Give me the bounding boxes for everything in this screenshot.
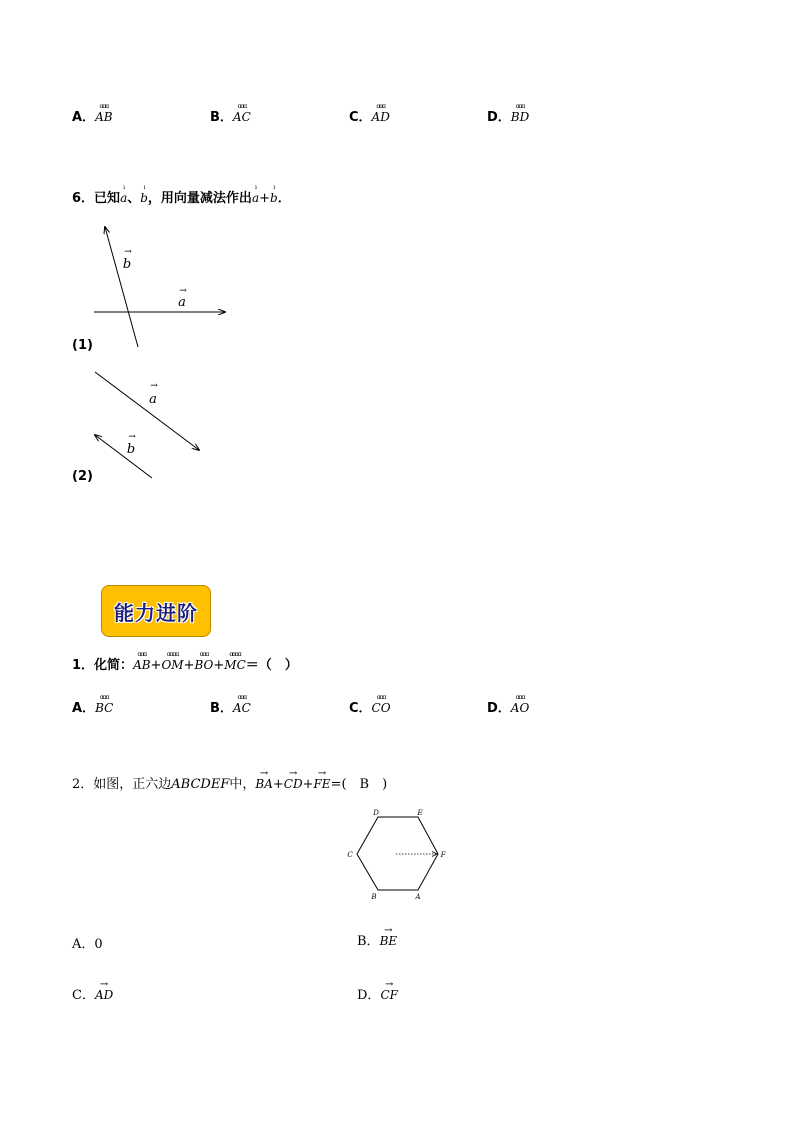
vector-label: ɑɑɑ BD (510, 103, 530, 124)
section-title: 能力进阶 (114, 600, 198, 625)
vertex-a-label: A (415, 893, 421, 901)
vector-b-label: ı b (140, 184, 148, 205)
problem-2-option-a: A．0 (72, 937, 103, 952)
vector-a-line (95, 372, 199, 450)
vector-label: → FE (313, 768, 331, 791)
vector-label: ɑɑɑ AO (510, 694, 530, 715)
problem-1-option-a: A． ɑɑɑ BC (72, 694, 114, 716)
vector-label: → CF (380, 979, 398, 1002)
figure-1-label: (1) (72, 338, 93, 353)
vector-label: ɑɑɑ AB (133, 651, 151, 672)
vertex-d-label: D (373, 809, 379, 817)
figure-2 (85, 365, 215, 485)
svg-text:→: → (179, 286, 187, 296)
vertex-e-label: E (417, 809, 423, 817)
hexagon-shape (357, 817, 438, 890)
question-6-stem: 6．已知 ı a、 ı b，用向量减法作出 ı a+ ı b． (72, 184, 291, 206)
vector-b-text: b (122, 257, 132, 272)
vector-label: ɑɑɑɑ OM (161, 651, 184, 672)
vector-a-text: a (178, 295, 186, 310)
problem-2-option-b: B． → BE (357, 925, 398, 949)
vector-b-line (95, 435, 152, 478)
q5-option-a: A． ɑɑɑ AB (72, 103, 113, 125)
vector-label: ɑɑɑ AD (371, 103, 390, 124)
problem-2-stem: 2．如图，正六边ABCDEF中， → BA+ → CD+ → FE=( B ) (72, 768, 388, 792)
vector-a-label: ı a (251, 184, 260, 205)
vertex-c-label: C (347, 851, 353, 859)
vector-label: ɑɑɑ BO (194, 651, 214, 672)
vector-label: → BE (379, 925, 398, 948)
vector-b-text: b (126, 442, 136, 457)
vector-label: → BA (255, 768, 273, 791)
problem-2-option-c: C． → AD (72, 979, 114, 1003)
vector-label: ɑɑɑ AC (232, 694, 251, 715)
vector-a-label: ı a (120, 184, 128, 205)
section-badge (101, 585, 211, 637)
problem-1-option-d: D． ɑɑɑ AO (487, 694, 530, 716)
vector-b-label: ı b (270, 184, 278, 205)
vector-label: ɑɑɑ AC (232, 103, 251, 124)
vector-label: ɑɑɑ CO (371, 694, 391, 715)
problem-1-stem: 1．化简： ɑɑɑ AB+ ɑɑɑɑ OM+ ɑɑɑ BO+ ɑɑɑɑ MC＝（ ） (72, 651, 298, 673)
vector-label: ɑɑɑ BC (95, 694, 114, 715)
vector-label: ɑɑɑ AB (95, 103, 113, 124)
q5-option-c: C． ɑɑɑ AD (349, 103, 390, 125)
vector-a-text: a (149, 392, 157, 407)
vector-label: → AD (94, 979, 114, 1002)
problem-1-option-b: B． ɑɑɑ AC (210, 694, 251, 716)
vector-b-line (105, 227, 138, 347)
vector-label: ɑɑɑɑ MC (224, 651, 246, 672)
hexagon-figure (340, 805, 455, 905)
svg-text:→: → (128, 432, 136, 442)
problem-2-option-d: D． → CF (357, 979, 398, 1003)
problem-1-option-c: C． ɑɑɑ CO (349, 694, 391, 716)
q5-option-b: B． ɑɑɑ AC (210, 103, 251, 125)
q5-option-d: D． ɑɑɑ BD (487, 103, 530, 125)
figure-2-label: (2) (72, 469, 93, 484)
vector-label: → CD (283, 768, 303, 791)
svg-text:→: → (124, 247, 132, 257)
answer-text: =( B ) (330, 777, 388, 792)
figure-1 (80, 220, 240, 355)
vertex-b-label: B (371, 893, 377, 901)
svg-text:→: → (150, 381, 158, 391)
vertex-f-label: F (440, 851, 446, 859)
